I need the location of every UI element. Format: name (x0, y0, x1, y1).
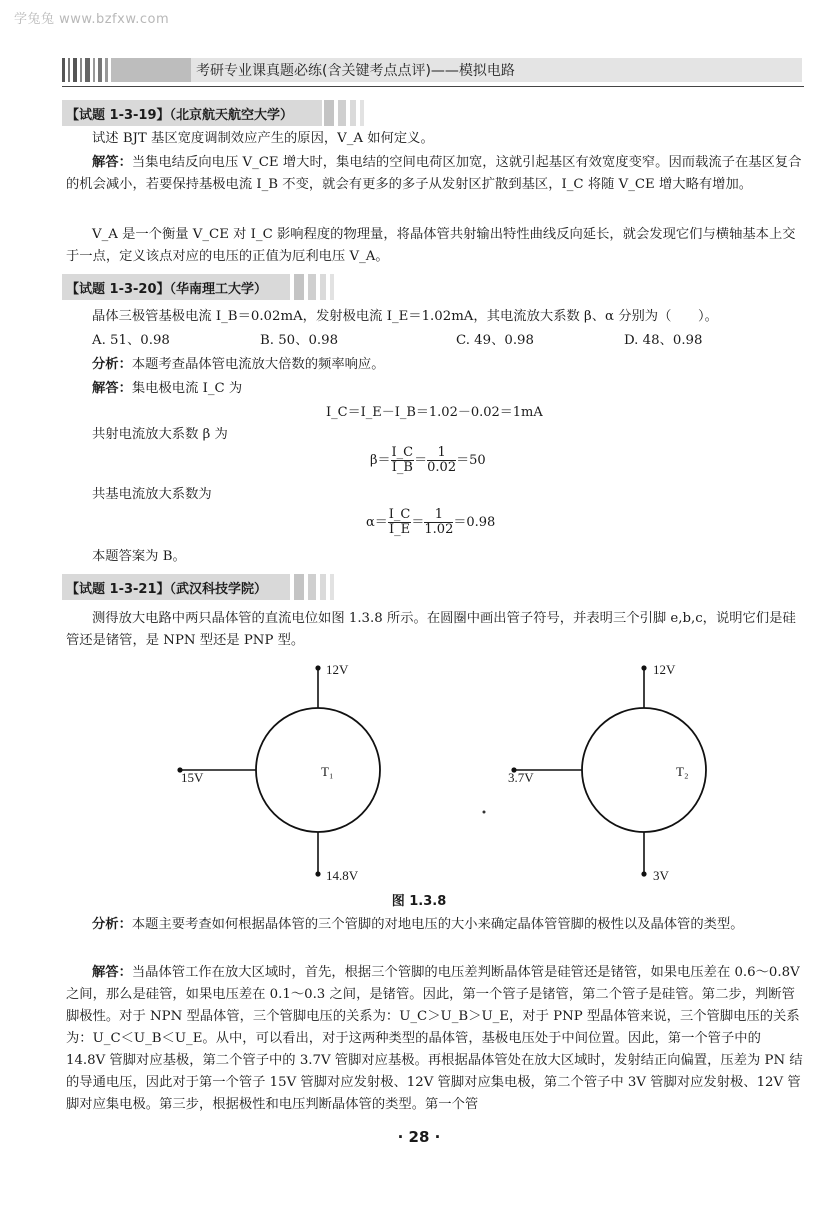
equation-beta: β＝ $\frac{I\_C}{I\_B}$ ＝ $\frac{1}{0.02}$ ＝50 (370, 445, 486, 475)
alpha-fraction-numeric: $\frac{1}{1.02}$ (424, 507, 454, 537)
answer-label: 解答： (92, 155, 132, 170)
analysis-1-3-21 (66, 914, 804, 936)
equation-alpha: α＝ $\frac{I\_C}{I\_E}$ ＝ $\frac{1}{1.02}$ ＝0.98 (366, 507, 496, 537)
question-text-1-3-19: 试述 BJT 基区宽度调制效应产生的原因，V_A 如何定义。 (92, 131, 434, 146)
beta-lhs: β＝ (370, 453, 391, 468)
t1-bottom-voltage: 14.8V (326, 868, 359, 883)
answer-text: 当晶体管工作在放大区域时，首先，根据三个管脚的电压差判断晶体管是硅管还是锗管，如果电压差在 0.6～0.8V 之间，那么是硅管，如果电压差在 0.1～0.3 之间，是锗管。因此，第一个管子是锗管，第二个管子是硅管。第二步，判断管脚极性。对于 NPN 型晶体管，三个管脚电压的关系为：U_C＞U_B＞U_E，对于 PNP 型晶体管来说，三个管脚电压的关系为：U_C＜U_B＜U_E。从中，可以看出，对于这两种类型的晶体管，基极电压处于中间位置。因此，第一个管子中的 14.8V 管脚对应基极，第二个管子中的 3.7V 管脚对应基极。再根据晶体管处在放大区域时，发射结正向偏置，压差为 PN 结的导通电压，因此对于第一个管子 15V 管脚对应发射极、12V 管脚对应集电极，第二个管子中 3V 管脚对应发射极、12V 管脚对应集电极。第三步，根据极性和电压判断晶体管的类型。第一个管 (66, 965, 803, 1112)
answer-intro-text: 集电极电流 I_C 为 (131, 381, 243, 396)
answer-paragraph-2-1-3-19: V_A 是一个衡量 V_CE 对 I_C 影响程度的物理量，将晶体管共射输出特性曲线反向延长，就会发现它们与横轴基本上交于一点，定义该点对应的电压的正值为厄利电压 V_A。 (66, 227, 796, 264)
answer-label: 解答： (92, 965, 132, 980)
figure-caption: 图 1.3.8 (391, 894, 447, 909)
question-label-1-3-20: 【试题 1-3-20】（华南理工大学） (66, 282, 267, 297)
alpha-lhs: α＝ (366, 515, 388, 530)
alpha-intro: 共基电流放大系数为 (92, 487, 212, 502)
answer-text: 当集电结反向电压 V_CE 增大时，集电结的空间电荷区加宽，这就引起基区有效宽度变窄。因而载流子在基区复合的机会减小，若要保持基极电流 I_B 不变，就会有更多的多子从发射区扩散到基区，I_C 将随 V_CE 增大略有增加。 (66, 155, 802, 192)
t2-bottom-voltage: 3V (653, 868, 669, 883)
running-header-title: 考研专业课真题必练(含关键考点点评)——模拟电路 (196, 63, 515, 79)
answer-1-3-21 (66, 962, 804, 1116)
answer-label: 解答： (92, 381, 132, 396)
t1-top-voltage: 12V (326, 662, 349, 677)
option-b: B. 50、0.98 (260, 333, 339, 348)
option-a: A. 51、0.98 (92, 333, 170, 348)
analysis-text: 本题主要考查如何根据晶体管的三个管脚的对地电压的大小来确定晶体管管脚的极性以及晶体管的类型。 (131, 917, 744, 932)
beta-result: ＝50 (456, 453, 486, 468)
option-d: D. 48、0.98 (624, 333, 703, 348)
analysis-label: 分析： (92, 357, 132, 372)
analysis-label: 分析： (92, 917, 132, 932)
t1-label: T₁ (321, 764, 334, 779)
transistor-t1-diagram (177, 665, 380, 876)
page-number: · 28 · (397, 1128, 441, 1146)
question-label-1-3-19: 【试题 1-3-19】（北京航天航空大学） (66, 108, 293, 123)
beta-fraction-numeric: $\frac{1}{0.02}$ (427, 445, 457, 475)
beta-intro: 共射电流放大系数 β 为 (92, 427, 228, 442)
question-text-1-3-21: 测得放大电路中两只晶体管的直流电位如图 1.3.8 所示。在圆圈中画出管子符号，并表明三个引脚 e,b,c，说明它们是硅管还是锗管，是 NPN 型还是 PNP 型。 (66, 611, 796, 648)
answer-paragraph-1-3-19 (66, 152, 804, 196)
analysis-text: 本题考查晶体管电流放大倍数的频率响应。 (131, 357, 385, 372)
watermark: 学兔兔 www.bzfxw.com (14, 12, 170, 27)
figure-1-3-8 (150, 656, 710, 886)
analysis-1-3-20 (92, 354, 385, 376)
equation-collector-current: I_C＝I_E－I_B＝1.02－0.02＝1mA (326, 405, 543, 420)
beta-fraction-symbolic: $\frac{I\_C}{I\_B}$ (391, 445, 414, 475)
t2-top-voltage: 12V (653, 662, 676, 677)
header-rule (62, 86, 804, 87)
question-text-1-3-20: 晶体三极管基极电流 I_B＝0.02mA，发射极电流 I_E＝1.02mA，其电流放大系数 β、α 分别为（ ）。 (92, 309, 718, 324)
option-c: C. 49、0.98 (456, 333, 534, 348)
alpha-fraction-symbolic: $\frac{I\_C}{I\_E}$ (388, 507, 411, 537)
conclusion-1-3-20: 本题答案为 B。 (92, 549, 186, 564)
alpha-result: ＝0.98 (453, 515, 496, 530)
question-label-1-3-21: 【试题 1-3-21】（武汉科技学院） (66, 582, 267, 597)
t2-left-voltage: 3.7V (508, 770, 534, 785)
answer-intro-1-3-20 (92, 378, 242, 400)
t1-left-voltage: 15V (181, 770, 204, 785)
t2-label: T₂ (676, 764, 689, 779)
